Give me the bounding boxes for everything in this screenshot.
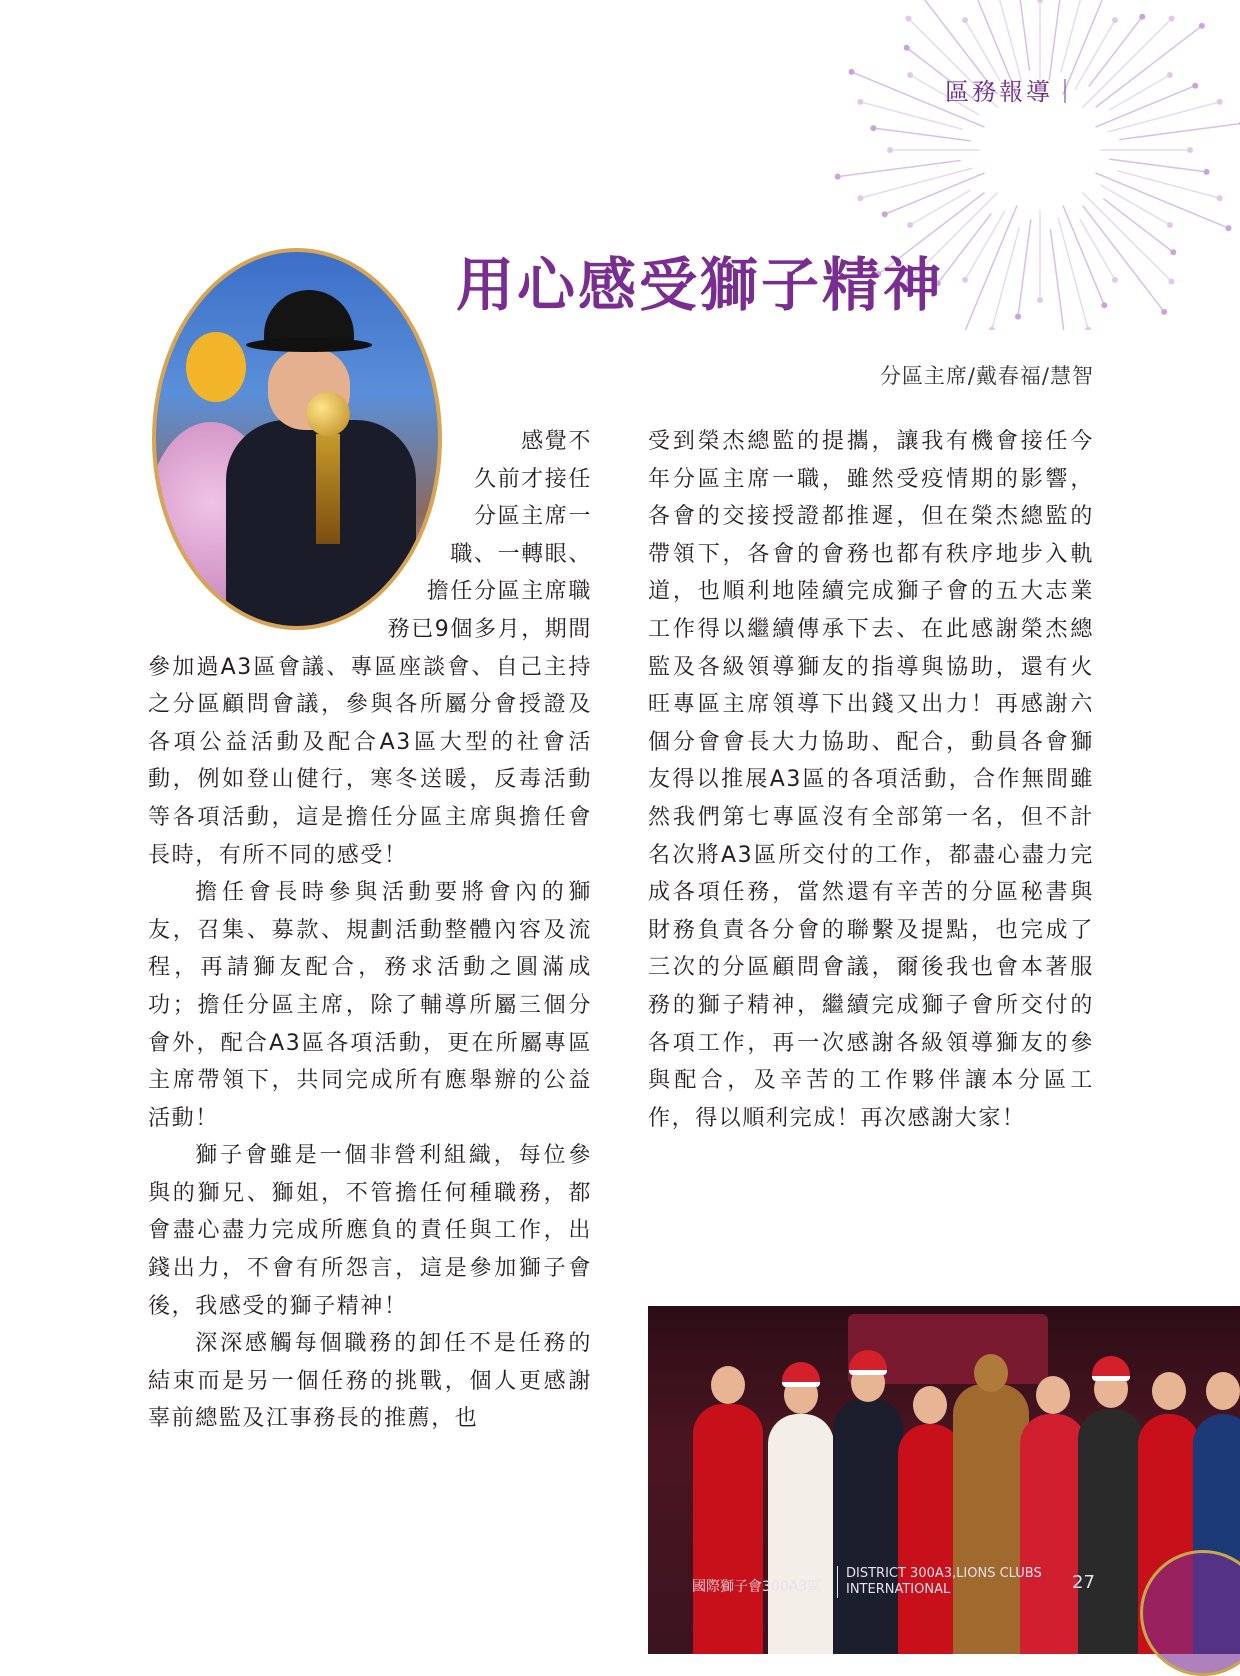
- person-shape: [1078, 1409, 1144, 1654]
- santa-hat-icon: [782, 1362, 820, 1387]
- paragraph: 擔任會長時參與活動要將會內的獅友，召集、募款、規劃活動整體內容及流程，再請獅友配合，務求活動之圓滿成功；擔任分區主席，除了輔導所屬三個分會外，配合A3區各項活動，更在所屬專區主席帶領下，共同完成所有應舉辦的公益活動！: [148, 880, 592, 1131]
- burst-ray: [873, 128, 970, 141]
- wrap-line: 感覺不: [521, 429, 592, 454]
- wrap-line: 擔任分區主席職: [426, 579, 592, 605]
- burst-ray: [1080, 219, 1115, 280]
- burst-ray: [1050, 229, 1066, 330]
- footer-org-english: [846, 1566, 1042, 1598]
- santa-hat-icon: [1092, 1356, 1130, 1381]
- wrap-line: 分區主席一: [473, 504, 592, 530]
- burst-ray: [1082, 18, 1171, 107]
- footer-line: DISTRICT 300A3,LIONS CLUBS: [846, 1566, 1042, 1581]
- burst-ray: [992, 227, 1019, 329]
- burst-dot: [887, 147, 893, 153]
- burst-dot: [962, 17, 968, 23]
- wrap-line: 久前才接任: [473, 466, 592, 492]
- burst-dot: [835, 174, 841, 180]
- byline: 分區主席/戴春福/慧智: [879, 364, 1094, 388]
- burst-ray: [1082, 192, 1171, 281]
- burst-ray: [1096, 26, 1202, 108]
- burst-ray: [1058, 218, 1088, 330]
- plush-bear-shape: [186, 332, 246, 402]
- wrap-line: 務已9個多月，期間: [387, 616, 592, 642]
- burst-dot: [849, 69, 855, 75]
- burst-ray: [1049, 0, 1062, 81]
- right-column: [648, 423, 1094, 1137]
- burst-dot: [1204, 169, 1210, 175]
- page-number: 27: [1072, 1572, 1095, 1593]
- section-tag: 區務報導｜: [945, 78, 1080, 106]
- burst-ray: [838, 160, 961, 176]
- burst-dot: [1015, 314, 1021, 320]
- burst-dot: [989, 327, 995, 330]
- paragraph: 參加過A3區會議、專區座談會、自己主持之分區顧問會議，參與各所屬分會授證及各項公益活動及配合A3區大型的社會活動，例如登山健行，寒冬送暖，反毒活動等各項活動，這是擔任分區主席與擔任會長時，有所不同的感受！: [148, 654, 592, 868]
- burst-dot: [1170, 249, 1176, 255]
- burst-dot: [1217, 195, 1223, 201]
- footer-divider: [837, 1566, 838, 1598]
- burst-dot: [1225, 225, 1231, 231]
- burst-dot: [1169, 279, 1175, 285]
- burst-dot: [904, 45, 910, 51]
- burst-dot: [1167, 222, 1173, 228]
- burst-ray: [910, 190, 971, 225]
- burst-dot: [882, 211, 888, 217]
- burst-ray: [1117, 171, 1219, 198]
- burst-dot: [1037, 0, 1043, 3]
- burst-dot: [1217, 99, 1223, 105]
- burst-dot: [1037, 297, 1043, 303]
- burst-dot: [857, 195, 863, 201]
- burst-dot: [1192, 83, 1198, 89]
- burst-ray: [1109, 75, 1170, 110]
- head-shape: [1036, 1376, 1070, 1414]
- burst-dot: [1169, 15, 1175, 21]
- person-shape: [768, 1414, 834, 1654]
- burst-dot: [1139, 14, 1145, 20]
- head-shape: [974, 1354, 1008, 1392]
- burst-dot: [1112, 17, 1118, 23]
- burst-dot: [1101, 302, 1107, 308]
- burst-dot: [870, 125, 876, 131]
- burst-dot: [1112, 277, 1118, 283]
- burst-ray: [1083, 206, 1165, 312]
- burst-ray: [1063, 205, 1104, 305]
- wrap-line: 職、一轉眼、: [450, 541, 592, 567]
- left-column: [148, 423, 592, 1438]
- head-shape: [913, 1386, 947, 1424]
- person-shape: [833, 1399, 903, 1654]
- burst-ray: [1095, 86, 1195, 127]
- head-shape: [711, 1366, 745, 1404]
- person-shape: [1020, 1414, 1086, 1654]
- head-shape: [1206, 1372, 1240, 1410]
- person-shape: [953, 1384, 1029, 1654]
- burst-ray: [1119, 123, 1240, 139]
- burst-ray: [885, 173, 985, 214]
- burst-dot: [1167, 72, 1173, 78]
- paragraph: 獅子會雖是一個非營利組織，每位參與的獅兄、獅姐，不管擔任何種職務，都會盡心盡力完成所應負的責任與工作，出錢出力，不會有所怨言，這是參加獅子會後，我感受的獅子精神！: [148, 1143, 592, 1319]
- footer-org-name: 國際獅子會300A3區: [692, 1579, 822, 1595]
- burst-ray: [860, 168, 972, 198]
- burst-dot: [1161, 309, 1167, 315]
- burst-dot: [1085, 327, 1091, 330]
- paragraph: 深深感觸每個職務的卸任不是任務的結束而是另一個任務的挑戰，個人更感謝辜前總監及江事務長的推薦，也: [148, 1331, 592, 1432]
- burst-dot: [1187, 147, 1193, 153]
- burst-ray: [1109, 159, 1206, 172]
- article-title: 用心感受獅子精神: [455, 251, 944, 319]
- burst-dot: [907, 222, 913, 228]
- burst-dot: [905, 15, 911, 21]
- burst-dot: [1199, 23, 1205, 29]
- burst-ray: [1108, 102, 1220, 132]
- person-shape: [693, 1404, 763, 1654]
- burst-dot: [962, 277, 968, 283]
- footer-line: INTERNATIONAL: [846, 1582, 951, 1597]
- paragraph: 受到榮杰總監的提攜，讓我有機會接任今年分區主席一職，雖然受疫情期的影響，各會的交接授證都推遲，但在榮杰總監的帶領下，各會的會務也都有秩序地步入軌道，也順利地陸續完成獅子會的五大志業工作得以繼續傳承下去、在此感謝榮杰總監及各級領導獅友的指導與協助，還有火旺專區主席領導下出錢又出力！再感謝六個分會會長大力協助、配合，動員各會獅友得以推展A3區的各項活動，合作無間雖然我們第七專區沒有全部第一名，但不計名次將A3區所交付的工作，都盡心盡力完成各項任務，當然還有辛苦的分區秘書與財務負責各分會的聯繫及提點，也完成了三次的分區顧問會議，爾後我也會本著服務的獅子精神，繼續完成獅子會所交付的各項工作，再一次感謝各級領導獅友的參與配合，及辛苦的工作夥伴讓本分區工作，得以順利完成！再次感謝大家！: [648, 429, 1094, 1131]
- burst-ray: [1018, 219, 1031, 316]
- burst-ray: [1061, 0, 1088, 73]
- head-shape: [1152, 1372, 1186, 1410]
- burst-dot: [857, 99, 863, 105]
- hat-brim-shape: [246, 338, 372, 352]
